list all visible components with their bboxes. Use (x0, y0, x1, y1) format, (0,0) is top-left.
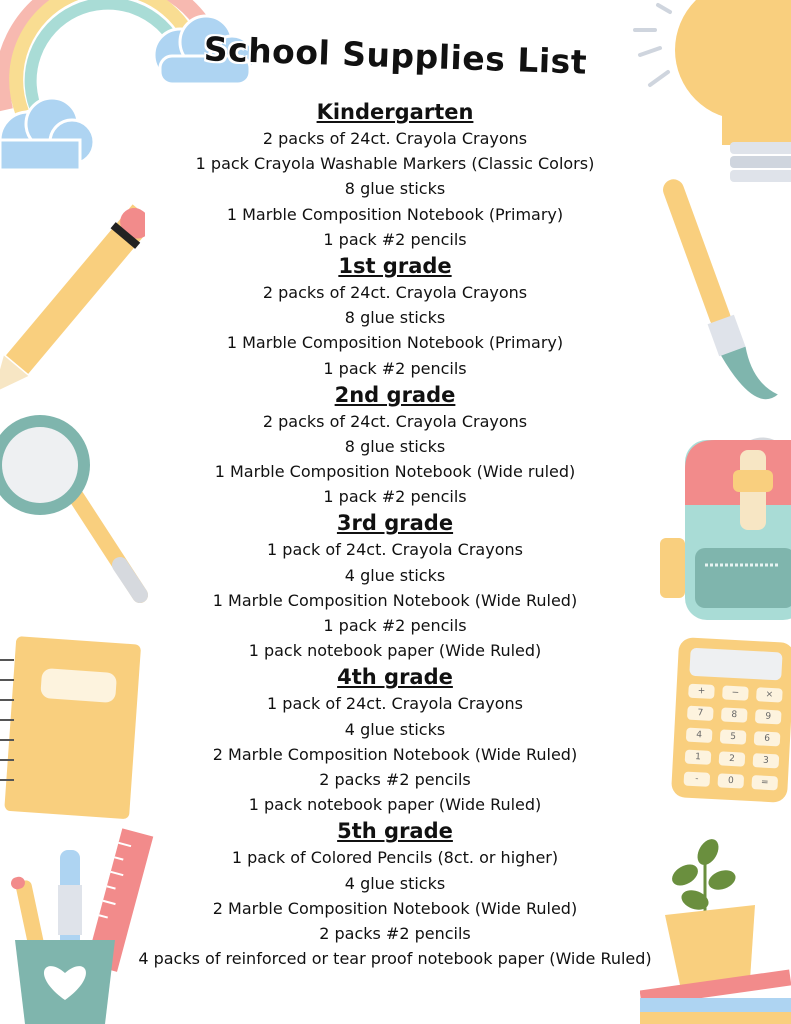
supply-item: 2 Marble Composition Notebook (Wide Ruled) (212, 744, 578, 764)
calculator-key: − (722, 685, 749, 700)
supply-item: 1 pack notebook paper (Wide Ruled) (248, 641, 542, 661)
calculator-key: 4 (686, 728, 713, 743)
supply-item: 8 glue sticks (344, 436, 446, 456)
supply-item: 1 pack #2 pencils (323, 229, 467, 249)
calculator-key: × (756, 687, 783, 702)
supply-item: 2 packs of 24ct. Crayola Crayons (262, 129, 528, 148)
supply-item: 1 Marble Composition Notebook (Primary) (226, 204, 564, 224)
supply-item: 1 pack notebook paper (Wide Ruled) (248, 795, 542, 815)
supply-item: 2 packs of 24ct. Crayola Crayons (262, 411, 528, 431)
calculator-key: 8 (721, 707, 748, 722)
supply-item: 1 Marble Composition Notebook (Wide Ruled) (212, 590, 578, 610)
supply-item: 2 Marble Composition Notebook (Wide Ruled) (212, 898, 578, 918)
supply-item: 4 glue sticks (344, 719, 446, 739)
supply-item: 8 glue sticks (344, 308, 446, 328)
supply-item: 2 packs #2 pencils (319, 769, 471, 789)
calculator-key: 0 (717, 773, 744, 788)
supply-item: 8 glue sticks (344, 179, 446, 199)
supply-list (95, 98, 695, 971)
calculator-key: 1 (685, 750, 712, 765)
calculator-key: 9 (755, 709, 782, 724)
page-title: School Supplies List (203, 29, 588, 82)
supply-item: 1 pack of Colored Pencils (8ct. or higher) (231, 848, 559, 868)
calculator-key: = (751, 775, 778, 790)
supply-item: 1 Marble Composition Notebook (Wide ruled) (214, 462, 576, 482)
supply-item: 4 glue sticks (344, 565, 446, 585)
supply-item: 1 pack #2 pencils (323, 487, 467, 507)
section-heading: 2nd grade (334, 382, 456, 407)
calculator-screen (689, 648, 782, 681)
calculator-key: 6 (754, 731, 781, 746)
calculator-key: 3 (753, 753, 780, 768)
calculator-key: 7 (687, 706, 714, 721)
supply-item: 1 Marble Composition Notebook (Primary) (226, 333, 564, 353)
calculator-keypad (684, 684, 785, 791)
calculator-key: + (688, 684, 715, 699)
section-heading: 1st grade (338, 253, 452, 278)
calculator-key: 5 (720, 729, 747, 744)
supply-item: 1 pack of 24ct. Crayola Crayons (267, 540, 523, 560)
supply-item: 1 pack of 24ct. Crayola Crayons (267, 694, 523, 714)
supply-item: 2 packs of 24ct. Crayola Crayons (262, 282, 528, 302)
section-heading: Kindergarten (316, 100, 474, 124)
supply-item: 1 pack #2 pencils (323, 616, 467, 635)
supply-item: 4 glue sticks (344, 873, 446, 893)
calculator-key: 2 (719, 751, 746, 766)
section-heading: 4th grade (337, 665, 453, 690)
section-heading: 3rd grade (336, 511, 454, 536)
supply-item: 2 packs #2 pencils (319, 923, 471, 943)
supply-item: 1 pack Crayola Washable Markers (Classic Colors) (195, 154, 595, 174)
calculator-key: - (684, 772, 711, 787)
supply-item: 1 pack #2 pencils (323, 358, 467, 378)
section-heading: 5th grade (337, 819, 453, 844)
supply-item: 4 packs of reinforced or tear proof notebook paper (Wide Ruled) (138, 949, 652, 969)
